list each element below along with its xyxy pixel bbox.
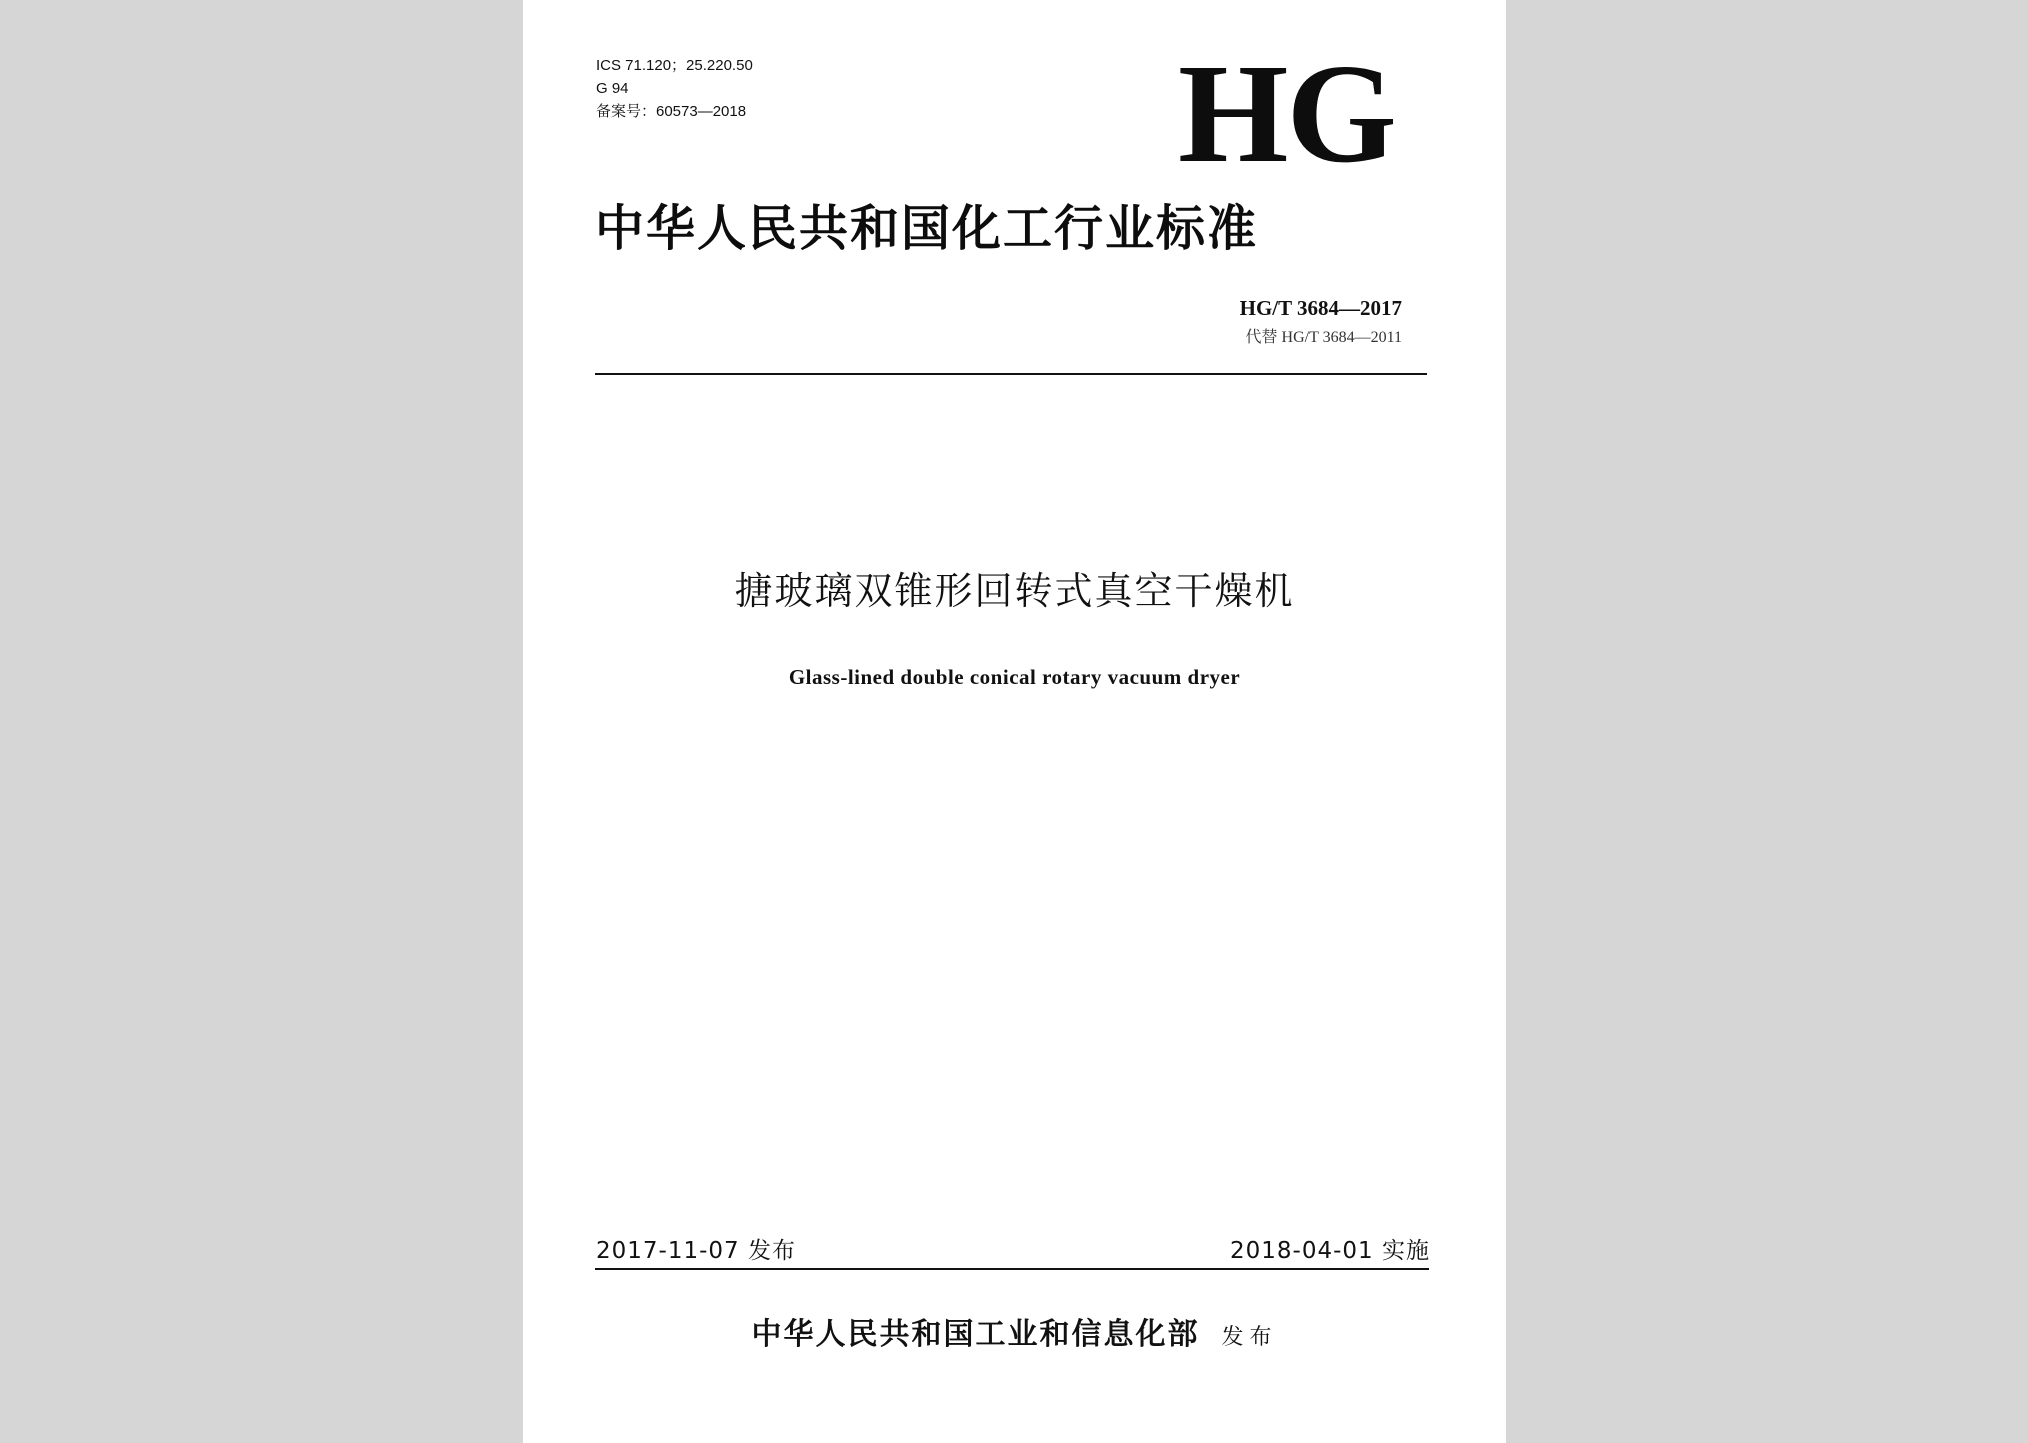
publisher-name: 中华人民共和国工业和信息化部 (751, 1317, 1200, 1352)
standard-code: HG/T 3684—2017 (1239, 296, 1402, 320)
standard-category-title: 中华人民共和国化工行业标准 (595, 200, 1259, 257)
issue-date: 2017-11-07 发布 (596, 1238, 796, 1264)
publish-label: 发布 (1221, 1325, 1278, 1350)
publisher-line (523, 1314, 1506, 1359)
document-title-chinese: 搪玻璃双锥形回转式真空干燥机 (734, 569, 1295, 613)
top-divider (595, 373, 1427, 375)
classification-block (596, 54, 753, 123)
replaced-standard: 代替 HG/T 3684—2011 (1245, 329, 1402, 346)
document-title-english: Glass-lined double conical rotary vacuum dryer (788, 665, 1241, 689)
ccs-code: G 94 (596, 80, 629, 97)
hg-logo: HG (1178, 34, 1395, 192)
bottom-divider (595, 1268, 1429, 1270)
record-number: 备案号：60573—2018 (596, 103, 747, 120)
ics-code: ICS 71.120；25.220.50 (596, 57, 753, 74)
implementation-date: 2018-04-01 实施 (1230, 1238, 1430, 1264)
document-page (523, 0, 1506, 1443)
